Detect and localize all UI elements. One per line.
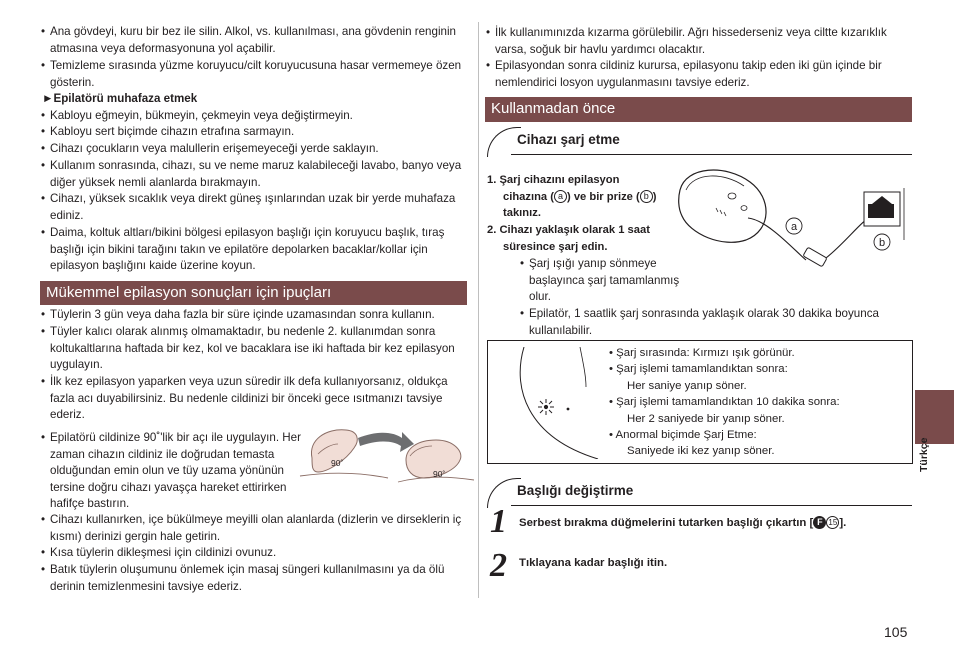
column-divider xyxy=(478,22,479,598)
storage-subheading: ►Epilatörü muhafaza etmek xyxy=(42,92,198,105)
diagram-label-a: a xyxy=(790,221,798,233)
list-item: • Ana gövdeyi, kuru bir bez ile silin. Alkol, vs. kullanılması, ana gövdenin renginin atmasına veya deformasyonuna yol açabilir. xyxy=(41,25,457,55)
step-number-1: 1 xyxy=(490,503,507,540)
charging-diagram xyxy=(676,160,912,272)
language-label: Türkçe xyxy=(918,437,930,472)
epilator-device-illustration xyxy=(679,170,766,242)
status-list xyxy=(609,345,840,460)
arrow-icon xyxy=(358,432,414,452)
list-item: • Cihazı çocukların veya malullerin erişemeyeceği yerde saklayın. xyxy=(41,142,379,155)
list-item: • Kullanım sonrasında, cihazı, su ve neme maruz kalabileceği lavabo, banyo veya diğer yüksek nemli alanlarda bırakmayın. xyxy=(41,159,462,189)
status-box xyxy=(487,340,913,464)
charge-light-icon xyxy=(538,399,554,415)
status-line: • Şarj sırasında: Kırmızı ışık görünür. xyxy=(609,347,795,359)
status-line: Saniyede iki kez yanıp söner. xyxy=(627,445,775,458)
list-item: • Kabloyu sert biçimde cihazın etrafına sarmayın. xyxy=(41,125,295,138)
subsection-title: Cihazı şarj etme xyxy=(517,132,620,147)
list-item: • Kabloyu eğmeyin, bükmeyin, çekmeyin veya değiştirmeyin. xyxy=(41,109,353,122)
list-item: • İlk kez epilasyon yaparken veya uzun süredir ilk defa kullanıyorsanız, oldukça fazla acı duyabilirsiniz. Bu nedenle cildinizi bir önceki gece ısıtmanızı tavsiye ederiz. xyxy=(41,375,448,421)
list-item: • Şarj ışığı yanıp sönmeye başlayınca şarj tamamlanmış olur. xyxy=(520,257,680,303)
status-line: • Şarj işlemi tamamlandıktan sonra: xyxy=(609,363,788,376)
diagram-label-b: b xyxy=(878,237,886,249)
page-number: 105 xyxy=(884,624,908,640)
status-line: • Şarj işlemi tamamlandıktan 10 dakika sonra: xyxy=(609,396,840,409)
list-item: • Epilatör, 1 saatlik şarj sonrasında yaklaşık olarak 30 dakika boyunca kullanılabilir. xyxy=(520,307,879,337)
section-header-tips: Mükemmel epilasyon sonuçları için ipuçları xyxy=(40,281,467,305)
charge-step-1: 1. Şarj cihazını epilasyon cihazına ( a ) ve bir prize ( b ) takınız. xyxy=(487,174,657,220)
list-item: • Daima, koltuk altları/bikini bölgesi epilasyon başlığı için koruyucu başlık, tıraş başlığı için bikini tarağını takın ve epilatöre depolarken bacaklar/kollar için epilasyon başlığını kaide üzerine koyun. xyxy=(41,226,445,272)
subsection-charging xyxy=(487,127,912,155)
list-item: • Batık tüylerin oluşumunu önlemek için masaj süngeri kullanılmasını ya da ölü derinin temizlenmesini tavsiye ederiz. xyxy=(41,563,445,593)
status-line: Her 2 saniyede bir yanıp söner. xyxy=(627,412,785,425)
list-item: • Cihazı kullanırken, içe bükülmeye meyilli olan alanlarda (dizlerin ve dirseklerin iç kısmı) derinizi gergin hale getirin. xyxy=(41,513,462,543)
charge-step-2: 2. Cihazı yaklaşık olarak 1 saat süresince şarj edin. xyxy=(487,224,650,253)
replace-step-2: Tıklayana kadar başlığı itin. xyxy=(519,557,668,569)
wall-outlet xyxy=(864,188,904,240)
list-item: • Temizleme sırasında yüzme koruyucu/cilt koruyucusuna hasar vermemeye özen gösterin. xyxy=(41,59,462,89)
list-item-angle: • Epilatörü cildinize 90˚'lik bir açı ile uygulayın. Her zaman cihazın cildiniz ile doğrudan temasta olduğundan emin olun ve tüy uzama yönünün tersine doğru cihazı yavaşça hareket ettirirken hafifçe bastırın. xyxy=(41,431,301,510)
status-line: Her saniye yanıp söner. xyxy=(627,379,747,392)
status-line: • Anormal biçimde Şarj Etme: xyxy=(609,429,757,442)
list-item: • Epilasyondan sonra cildiniz kurursa, epilasyonu takip eden iki gün içinde bir nemlendirici losyon uygulanmasını tavsiye ederiz. xyxy=(486,59,882,89)
section-header-before-use: Kullanmadan önce xyxy=(485,97,912,122)
angle-illustration xyxy=(298,418,476,494)
angle-label: 90˚ xyxy=(433,469,446,479)
charger-plug xyxy=(803,247,827,267)
step-number-2: 2 xyxy=(490,547,507,584)
angle-label: 90˚ xyxy=(331,458,344,468)
reference-badge: F xyxy=(813,516,826,529)
subsection-title: Başlığı değiştirme xyxy=(517,483,634,498)
device-indicator-illustration xyxy=(502,347,602,459)
list-item: • Tüyler kalıcı olarak alınmış olmamaktadır, bu nedenle 2. kullanımdan sonra koltukaltlarına haftada bir kez, kol ve bacaklara ise iki haftada bir kez epilasyon uygulayın. xyxy=(41,325,455,371)
list-item: • İlk kullanımınızda kızarma görülebilir. Ağrı hissederseniz veya ciltte kızarıklık varsa, soğuk bir havlu yardımcı olacaktır. xyxy=(486,26,887,56)
subsection-replace-head xyxy=(487,478,912,506)
language-side-tab xyxy=(915,390,954,444)
list-item: • Kısa tüylerin dikleşmesi için cildinizi ovunuz. xyxy=(41,546,277,559)
replace-step-1: Serbest bırakma düğmelerini tutarken başlığı çıkartın [ F 15 ]. xyxy=(519,517,847,529)
list-item: • Tüylerin 3 gün veya daha fazla bir süre içinde uzamasından sonra kullanın. xyxy=(41,308,435,321)
list-item: • Cihazı, yüksek sıcaklık veya direkt güneş ışınlarından uzak bir yerde muhafaza ediniz. xyxy=(41,192,456,222)
